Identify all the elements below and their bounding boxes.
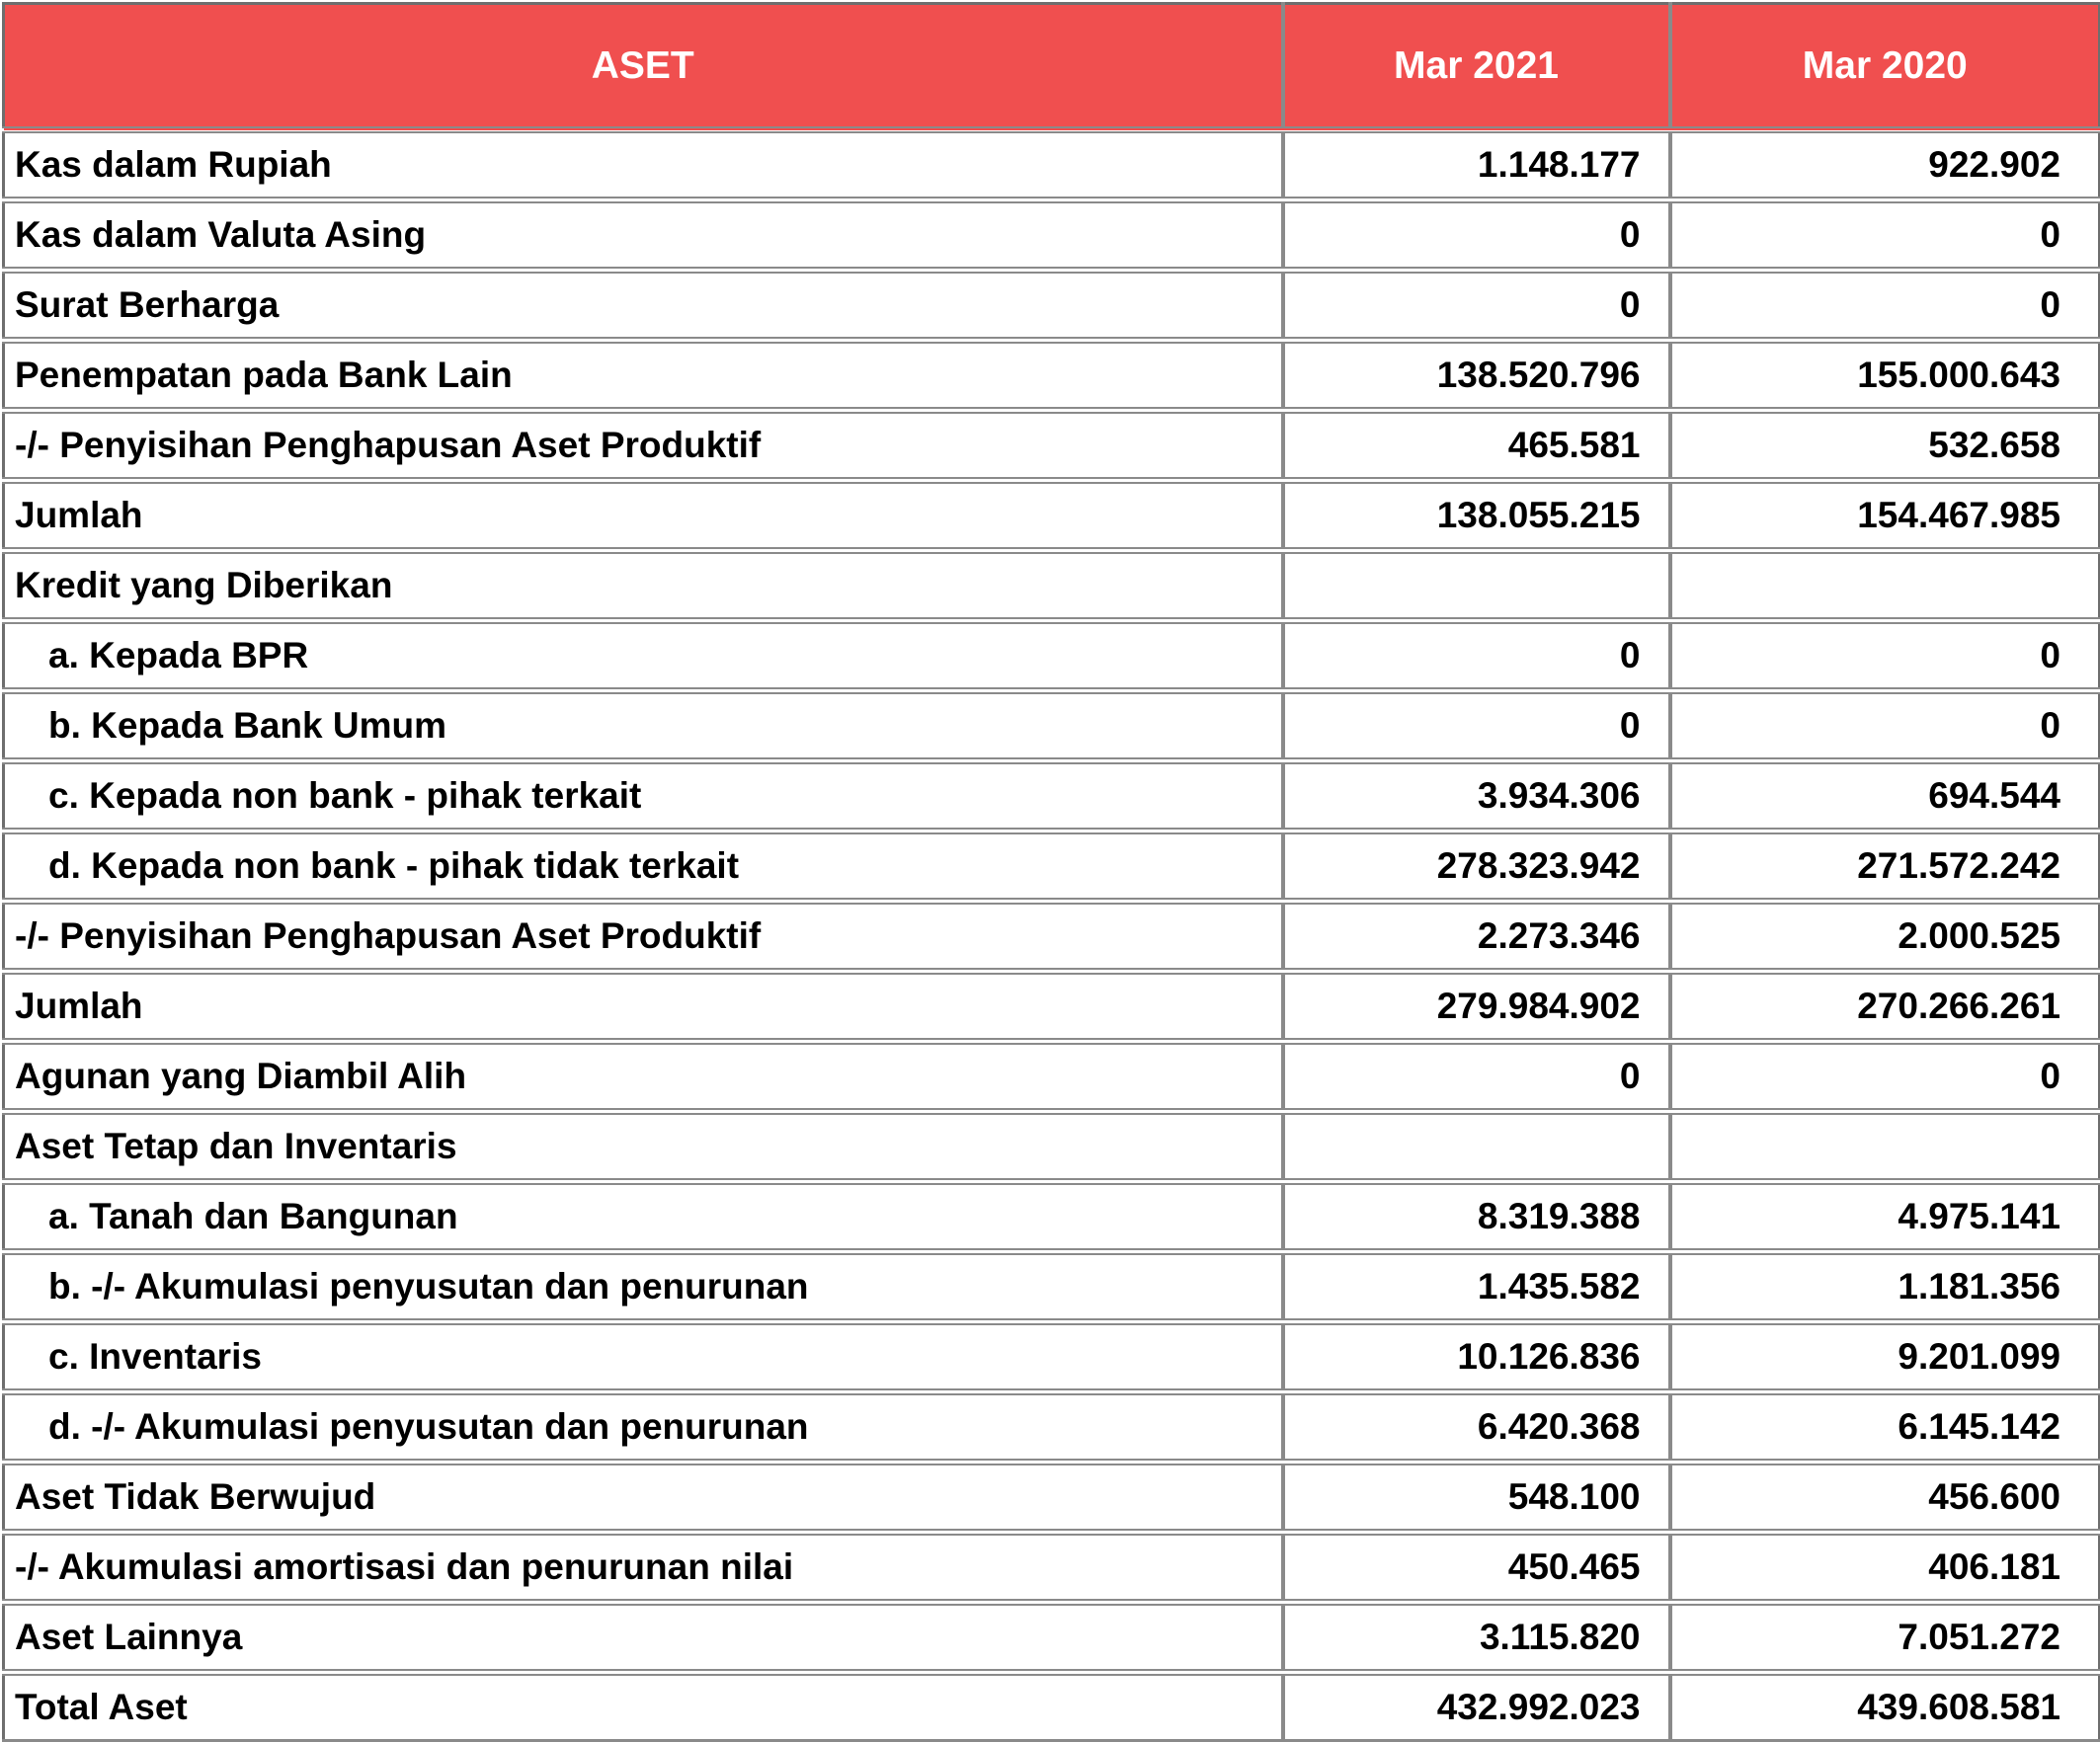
table-row: [4, 972, 2100, 1042]
row-label-cell: Aset Lainnya: [4, 1603, 1283, 1673]
row-label-cell: Surat Berharga: [4, 271, 1283, 341]
value-mar2020-cell: [1670, 1112, 2100, 1182]
table-row: [4, 1322, 2100, 1392]
value-mar2020-cell: 9.201.099: [1670, 1322, 2100, 1392]
value-mar2021-cell: 0: [1283, 621, 1670, 691]
value-mar2020-cell: 0: [1670, 691, 2100, 761]
row-label-cell: Aset Tetap dan Inventaris: [4, 1112, 1283, 1182]
value-mar2021-cell: 465.581: [1283, 411, 1670, 481]
row-label-cell: Aset Tidak Berwujud: [4, 1463, 1283, 1533]
value-mar2021-cell: 0: [1283, 200, 1670, 271]
table-row: [4, 551, 2100, 621]
column-header-mar2021: Mar 2021: [1283, 4, 1670, 130]
value-mar2020-cell: 270.266.261: [1670, 972, 2100, 1042]
table-row: [4, 831, 2100, 902]
value-mar2021-cell: 1.148.177: [1283, 130, 1670, 200]
value-mar2020-cell: 4.975.141: [1670, 1182, 2100, 1252]
value-mar2020-cell: 922.902: [1670, 130, 2100, 200]
value-mar2021-cell: 548.100: [1283, 1463, 1670, 1533]
row-label-cell: c. Inventaris: [4, 1322, 1283, 1392]
value-mar2021-cell: 3.115.820: [1283, 1603, 1670, 1673]
value-mar2021-cell: 0: [1283, 271, 1670, 341]
value-mar2021-cell: 0: [1283, 691, 1670, 761]
value-mar2021-cell: [1283, 1112, 1670, 1182]
row-label-cell: Jumlah: [4, 972, 1283, 1042]
value-mar2021-cell: 432.992.023: [1283, 1673, 1670, 1741]
value-mar2020-cell: 6.145.142: [1670, 1392, 2100, 1463]
value-mar2020-cell: [1670, 551, 2100, 621]
row-label-cell: d. -/- Akumulasi penyusutan dan penurunan: [4, 1392, 1283, 1463]
table-header: [4, 4, 2100, 130]
table-row: [4, 1673, 2100, 1741]
value-mar2020-cell: 0: [1670, 271, 2100, 341]
table-row: [4, 130, 2100, 200]
table-row: [4, 1603, 2100, 1673]
table-row: [4, 411, 2100, 481]
row-label-cell: a. Kepada BPR: [4, 621, 1283, 691]
header-row: [4, 4, 2100, 130]
row-label-cell: b. Kepada Bank Umum: [4, 691, 1283, 761]
value-mar2020-cell: 2.000.525: [1670, 902, 2100, 972]
value-mar2020-cell: 0: [1670, 621, 2100, 691]
row-label-cell: Kredit yang Diberikan: [4, 551, 1283, 621]
row-label-cell: Jumlah: [4, 481, 1283, 551]
table-row: [4, 1112, 2100, 1182]
table-row: [4, 1392, 2100, 1463]
value-mar2021-cell: 10.126.836: [1283, 1322, 1670, 1392]
table-row: [4, 1463, 2100, 1533]
table-row: [4, 902, 2100, 972]
value-mar2021-cell: 279.984.902: [1283, 972, 1670, 1042]
value-mar2021-cell: 8.319.388: [1283, 1182, 1670, 1252]
table-row: [4, 200, 2100, 271]
value-mar2020-cell: 0: [1670, 200, 2100, 271]
table-row: [4, 271, 2100, 341]
row-label-cell: Penempatan pada Bank Lain: [4, 341, 1283, 411]
row-label-cell: Kas dalam Rupiah: [4, 130, 1283, 200]
value-mar2021-cell: 0: [1283, 1042, 1670, 1112]
value-mar2021-cell: 138.055.215: [1283, 481, 1670, 551]
row-label-cell: -/- Akumulasi amortisasi dan penurunan nilai: [4, 1533, 1283, 1603]
value-mar2021-cell: 3.934.306: [1283, 761, 1670, 831]
value-mar2020-cell: 406.181: [1670, 1533, 2100, 1603]
value-mar2020-cell: 155.000.643: [1670, 341, 2100, 411]
table-row: [4, 1182, 2100, 1252]
column-header-aset: ASET: [4, 4, 1283, 130]
value-mar2020-cell: 439.608.581: [1670, 1673, 2100, 1741]
table-row: [4, 691, 2100, 761]
value-mar2020-cell: 532.658: [1670, 411, 2100, 481]
table-row: [4, 761, 2100, 831]
row-label-cell: Kas dalam Valuta Asing: [4, 200, 1283, 271]
row-label-cell: -/- Penyisihan Penghapusan Aset Produktif: [4, 902, 1283, 972]
table-row: [4, 1042, 2100, 1112]
row-label-cell: Total Aset: [4, 1673, 1283, 1741]
table-row: [4, 1252, 2100, 1322]
table-body: [4, 130, 2100, 1741]
row-label-cell: d. Kepada non bank - pihak tidak terkait: [4, 831, 1283, 902]
table-row: [4, 621, 2100, 691]
value-mar2020-cell: 0: [1670, 1042, 2100, 1112]
value-mar2020-cell: 7.051.272: [1670, 1603, 2100, 1673]
value-mar2020-cell: 1.181.356: [1670, 1252, 2100, 1322]
aset-balance-table: [2, 2, 2100, 1742]
value-mar2020-cell: 271.572.242: [1670, 831, 2100, 902]
table-row: [4, 481, 2100, 551]
value-mar2020-cell: 154.467.985: [1670, 481, 2100, 551]
column-header-mar2020: Mar 2020: [1670, 4, 2100, 130]
row-label-cell: c. Kepada non bank - pihak terkait: [4, 761, 1283, 831]
table-row: [4, 1533, 2100, 1603]
value-mar2021-cell: 278.323.942: [1283, 831, 1670, 902]
table-row: [4, 341, 2100, 411]
row-label-cell: a. Tanah dan Bangunan: [4, 1182, 1283, 1252]
row-label-cell: -/- Penyisihan Penghapusan Aset Produktif: [4, 411, 1283, 481]
value-mar2020-cell: 694.544: [1670, 761, 2100, 831]
row-label-cell: Agunan yang Diambil Alih: [4, 1042, 1283, 1112]
row-label-cell: b. -/- Akumulasi penyusutan dan penurunan: [4, 1252, 1283, 1322]
value-mar2021-cell: 2.273.346: [1283, 902, 1670, 972]
value-mar2021-cell: 1.435.582: [1283, 1252, 1670, 1322]
value-mar2021-cell: 450.465: [1283, 1533, 1670, 1603]
value-mar2021-cell: [1283, 551, 1670, 621]
value-mar2020-cell: 456.600: [1670, 1463, 2100, 1533]
value-mar2021-cell: 138.520.796: [1283, 341, 1670, 411]
value-mar2021-cell: 6.420.368: [1283, 1392, 1670, 1463]
